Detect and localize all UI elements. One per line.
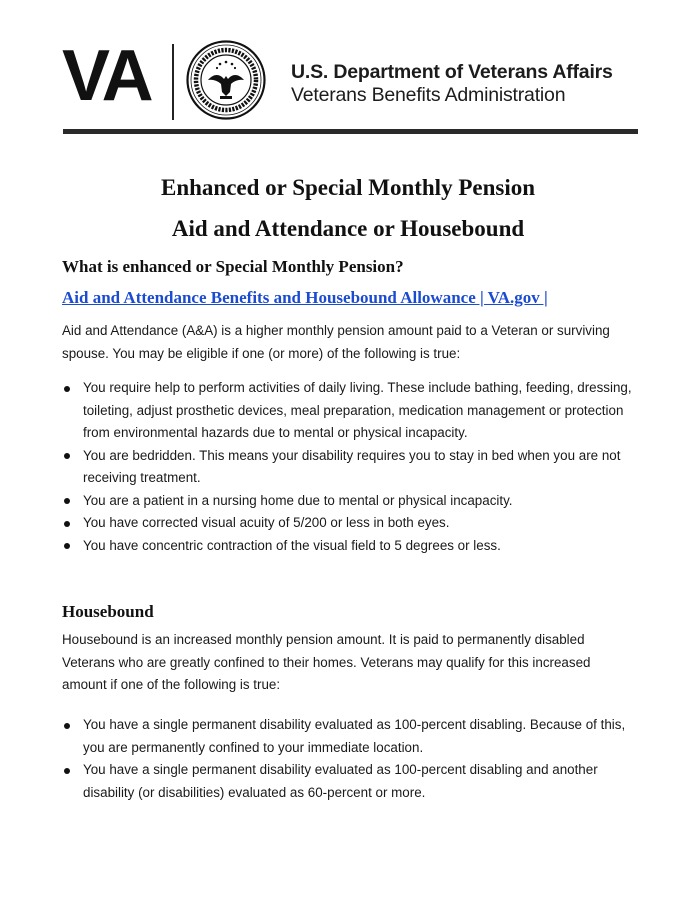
bullet-icon <box>64 723 70 729</box>
bullet-icon <box>64 768 70 774</box>
section-heading-housebound: Housebound <box>62 602 154 621</box>
document-title-line-1: Enhanced or Special Monthly Pension <box>160 175 536 200</box>
aid-attendance-eligibility-list <box>62 377 637 557</box>
bullet-icon <box>64 453 70 459</box>
housebound-eligibility-list <box>62 714 637 804</box>
agency-name-block <box>291 61 613 107</box>
list-item-text: You are bedridden. This means your disability requires you to stay in bed when you are not receiving treatment. <box>83 447 621 485</box>
administration-name: Veterans Benefits Administration <box>291 84 566 106</box>
list-item <box>62 759 637 804</box>
document-title-line-2: Aid and Attendance or Housebound <box>171 216 525 241</box>
list-item <box>62 512 637 535</box>
aid-attendance-benefits-link[interactable]: Aid and Attendance Benefits and Housebound Allowance | VA.gov | <box>62 288 548 307</box>
bullet-icon <box>64 521 70 527</box>
list-item-text: You have a single permanent disability evaluated as 100-percent disabling and another disability (or disabilities) evaluated as 60-percent or more. <box>83 762 598 800</box>
va-logo: VA <box>62 36 151 116</box>
list-item-text: You have a single permanent disability evaluated as 100-percent disabling. Because of this, you are permanently confined to your immediate location. <box>83 717 626 755</box>
list-item-text: You are a patient in a nursing home due to mental or physical incapacity. <box>83 492 513 508</box>
list-item-text: You require help to perform activities of daily living. These include bathing, feeding, dressing, toileting, adjust prosthetic devices, meal preparation, medication management or protection from environmental hazards due to mental or physical incapacity. <box>83 380 632 440</box>
housebound-intro: Housebound is an increased monthly pension amount. It is paid to permanently disabled Veterans who are greatly confined to their homes. Veterans may qualify for this increased amount if one of the following is true: <box>62 632 591 692</box>
list-item <box>62 377 637 445</box>
header-rule <box>63 129 638 134</box>
va-seal-icon <box>186 40 266 120</box>
aid-attendance-intro: Aid and Attendance (A&A) is a higher monthly pension amount paid to a Veteran or surviving spouse. You may be eligible if one (or more) of the following is true: <box>62 323 610 361</box>
bullet-icon <box>64 386 70 392</box>
list-item <box>62 714 637 759</box>
list-item <box>62 445 637 490</box>
list-item <box>62 535 637 558</box>
list-item-text: You have concentric contraction of the visual field to 5 degrees or less. <box>83 537 501 553</box>
list-item <box>62 490 637 513</box>
bullet-icon <box>64 498 70 504</box>
list-item-text: You have corrected visual acuity of 5/200 or less in both eyes. <box>83 515 450 530</box>
section-heading-what-is-pension: What is enhanced or Special Monthly Pension? <box>62 257 404 276</box>
department-name: U.S. Department of Veterans Affairs <box>291 61 613 83</box>
bullet-icon <box>64 543 70 549</box>
logo-divider <box>172 44 174 120</box>
